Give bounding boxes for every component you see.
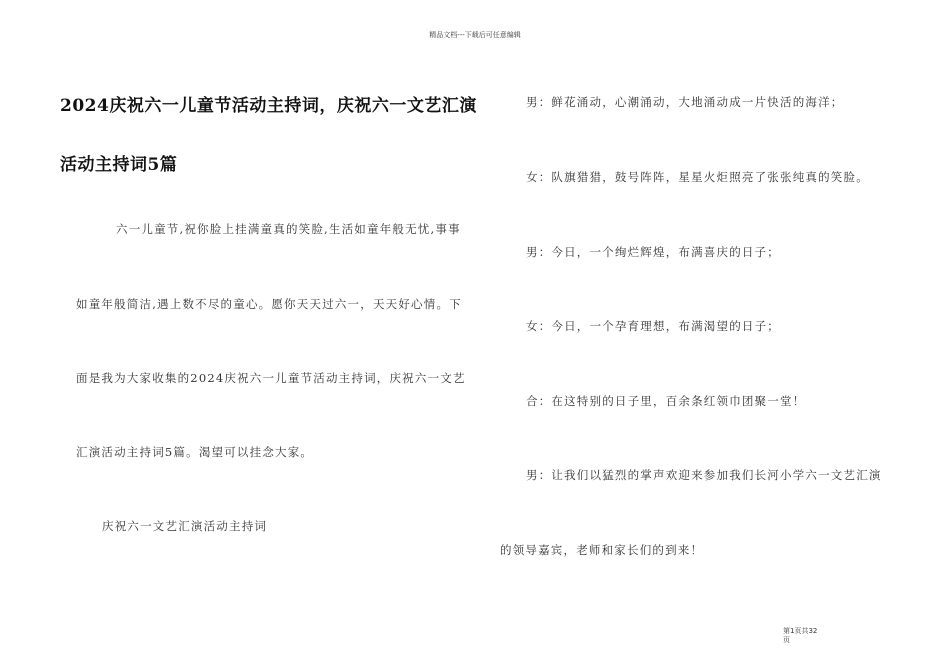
dialogue-line: 男：今日，一个绚烂辉煌，布满喜庆的日子；	[526, 245, 780, 259]
intro-paragraph-line: 六一儿童节,祝你脸上挂满童真的笑脸,生活如童年般无忧,事事	[116, 222, 461, 236]
section-heading: 庆祝六一文艺汇演活动主持词	[102, 519, 268, 533]
dialogue-line: 男：鲜花涌动，心潮涌动，大地涌动成一片快活的海洋；	[526, 95, 844, 109]
right-column	[480, 0, 950, 672]
document-title-line-1: 2024庆祝六一儿童节活动主持词，庆祝六一文艺汇演	[60, 96, 477, 116]
page-number-footer: 第1页共32页	[783, 627, 818, 644]
dialogue-line: 女：今日，一个孕育理想，布满渴望的日子；	[526, 319, 780, 333]
document-title-line-2: 活动主持词5篇	[60, 155, 178, 175]
intro-paragraph-line: 面是我为大家收集的2024庆祝六一儿童节活动主持词，庆祝六一文艺	[76, 371, 466, 385]
dialogue-line-continuation: 的领导嘉宾，老师和家长们的到来！	[500, 543, 704, 557]
dialogue-line: 合：在这特别的日子里，百余条红领巾团聚一堂！	[526, 394, 806, 408]
document-header-note: 精品文档---下载后可任意编辑	[429, 31, 521, 39]
dialogue-line: 男：让我们以猛烈的掌声欢迎来参加我们长河小学六一文艺汇演	[526, 468, 882, 482]
intro-paragraph-line: 汇演活动主持词5篇。渴望可以挂念大家。	[76, 445, 314, 459]
intro-paragraph-line: 如童年般简洁,遇上数不尽的童心。愿你天天过六一，天天好心情。下	[76, 297, 462, 311]
dialogue-line: 女：队旗猎猎，鼓号阵阵，星星火炬照亮了张张纯真的笑脸。	[526, 170, 869, 184]
